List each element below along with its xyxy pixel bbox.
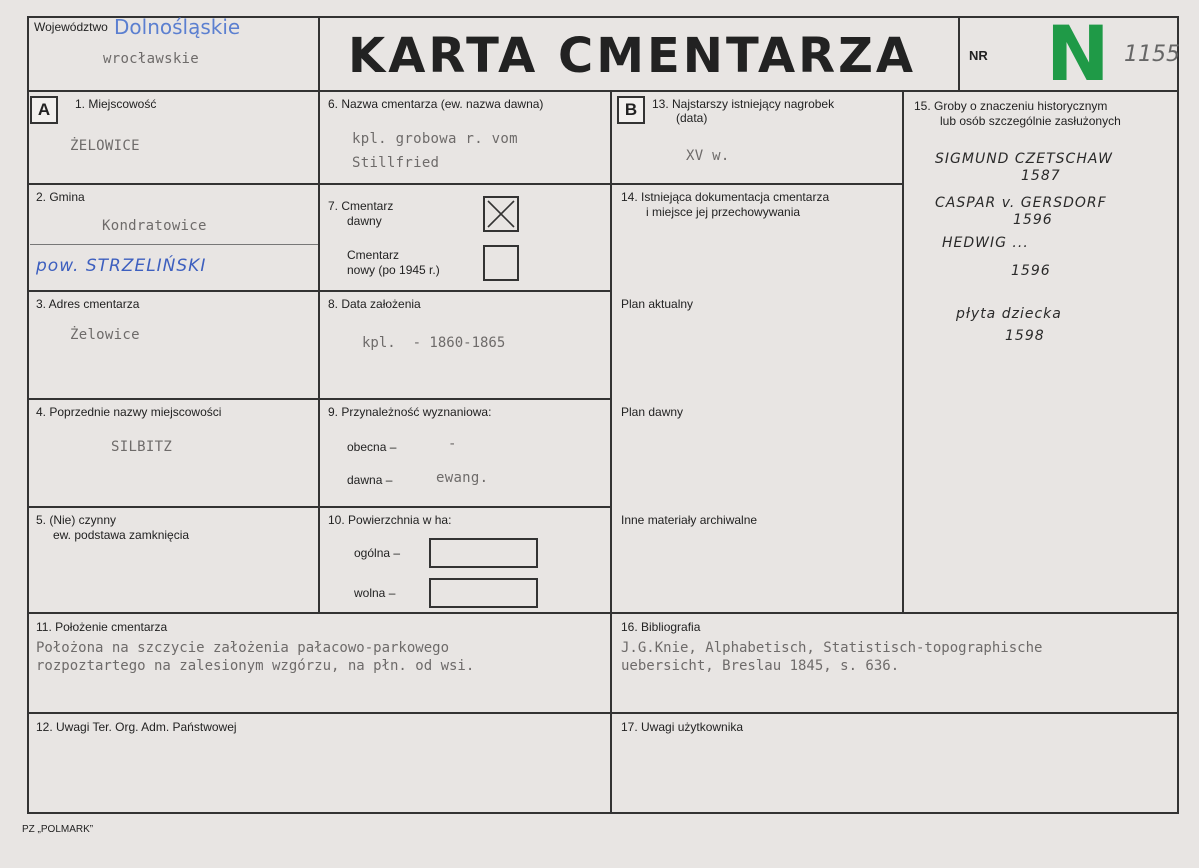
row-line-c2-1 [318,183,611,185]
header-divider-1 [318,16,320,92]
f9-obecna-value: - [448,436,457,452]
section-b-box: B [617,96,645,124]
f6-value-1: kpl. grobowa r. vom [352,131,518,147]
f5-label-2: ew. podstawa zamknięcia [53,528,190,542]
f15-label-2: lub osób szczególnie zasłużonych [940,114,1121,128]
f7-nowy-checkbox[interactable] [483,245,519,281]
col-divider-2 [610,90,612,812]
frame-left [27,16,29,814]
f15-entry-2-year: 1596 [1013,212,1053,228]
f14-label-1: 14. Istniejąca dokumentacja cmentarza [621,190,830,204]
card-title: KARTA CMENTARZA [348,28,917,84]
row-line-lower-2 [27,712,1179,714]
f14-label-2: i miejsce jej przechowywania [646,205,801,219]
f4-label: 4. Poprzednie nazwy miejscowości [36,405,222,419]
f11-label: 11. Położenie cmentarza [36,620,168,634]
nr-number: 1155 [1124,42,1180,67]
f7-dawny-checkbox[interactable] [483,196,519,232]
f15-entry-4-year: 1598 [1005,328,1045,344]
f8-value: kpl. - 1860-1865 [362,335,506,351]
f15-entry-1: SIGMUND CZETSCHAW [935,151,1114,167]
f2-extra-handwritten: pow. STRZELIŃSKI [36,256,207,276]
gmina-divider [30,244,318,245]
frame-bottom [27,812,1179,814]
nr-label: NR [969,48,988,63]
f15-label-1: 15. Groby o znaczeniu historycznym [914,99,1108,113]
wojewodztwo-stamp: Dolnośląskie [114,15,241,39]
nr-letter-marker: N [1046,9,1110,98]
row-line-lower-1 [27,612,1179,614]
f7-dawny-label: dawny [347,214,382,228]
f13-label-1: 13. Najstarszy istniejący nagrobek [652,97,835,111]
row-line-c1-3 [27,398,319,400]
f6-value-2: Stillfried [352,155,440,171]
f7-nowy-label-2: nowy (po 1945 r.) [347,263,440,277]
section-a-box: A [30,96,58,124]
f9-dawna-value: ewang. [436,470,489,486]
col-divider-1 [318,90,320,613]
inne-materialy-label: Inne materiały archiwalne [621,513,758,527]
f16-label: 16. Bibliografia [621,620,701,634]
f1-label: 1. Miejscowość [75,97,157,111]
row-line-c2-2 [318,290,611,292]
f4-value: SILBITZ [111,439,173,455]
row-line-c1-2 [27,290,319,292]
wojewodztwo-old-value: wrocławskie [103,51,200,67]
f13-label-2: (data) [676,111,708,125]
publisher-imprint: PZ „POLMARK” [22,824,94,835]
plan-dawny-label: Plan dawny [621,405,684,419]
f10-ogolna-label: ogólna – [354,546,401,560]
f2-value: Kondratowice [102,218,207,234]
f3-value: Żelowice [70,327,140,343]
header-divider-2 [958,16,960,92]
f11-value: Położona na szczycie założenia pałacowo-parkowego rozpoztartego na zalesionym wzgórzu, na płn. od wsi. [36,640,475,674]
f8-label: 8. Data założenia [328,297,421,311]
row-line-c1-4 [27,506,319,508]
f6-label: 6. Nazwa cmentarza (ew. nazwa dawna) [328,97,544,111]
f16-value: J.G.Knie, Alphabetisch, Statistisch-topographische uebersicht, Breslau 1845, s. 636. [621,640,1043,674]
header-bottom-line [27,90,1179,92]
row-line-c3-1 [610,183,903,185]
f10-ogolna-field[interactable] [429,538,538,568]
f9-label: 9. Przynależność wyznaniowa: [328,405,492,419]
f1-value: ŻELOWICE [70,138,140,154]
f9-obecna-label: obecna – [347,440,397,454]
plan-aktualny-label: Plan aktualny [621,297,694,311]
f9-dawna-label: dawna – [347,473,393,487]
f10-wolna-label: wolna – [354,586,396,600]
f15-entry-4: płyta dziecka [956,306,1062,322]
f13-value: XV w. [686,148,730,164]
f15-entry-2: CASPAR v. GERSDORF [935,195,1107,211]
f15-entry-3: HEDWIG ... [942,235,1029,251]
f12-label: 12. Uwagi Ter. Org. Adm. Państwowej [36,720,237,734]
f7-label: 7. Cmentarz [328,199,394,213]
f5-label-1: 5. (Nie) czynny [36,513,117,527]
f10-wolna-field[interactable] [429,578,538,608]
f10-label: 10. Powierzchnia w ha: [328,513,452,527]
row-line-c2-3 [318,398,611,400]
col-divider-3 [902,90,904,613]
row-line-c1-1 [27,183,319,185]
f17-label: 17. Uwagi użytkownika [621,720,744,734]
checkbox-cross-icon [485,198,517,230]
f7-nowy-label-1: Cmentarz [347,248,400,262]
frame-right [1177,16,1179,814]
wojewodztwo-label: Województwo [34,20,108,34]
row-line-c2-4 [318,506,611,508]
f15-entry-3-year: 1596 [1011,263,1051,279]
f2-label: 2. Gmina [36,190,85,204]
f3-label: 3. Adres cmentarza [36,297,140,311]
f15-entry-1-year: 1587 [1021,168,1061,184]
